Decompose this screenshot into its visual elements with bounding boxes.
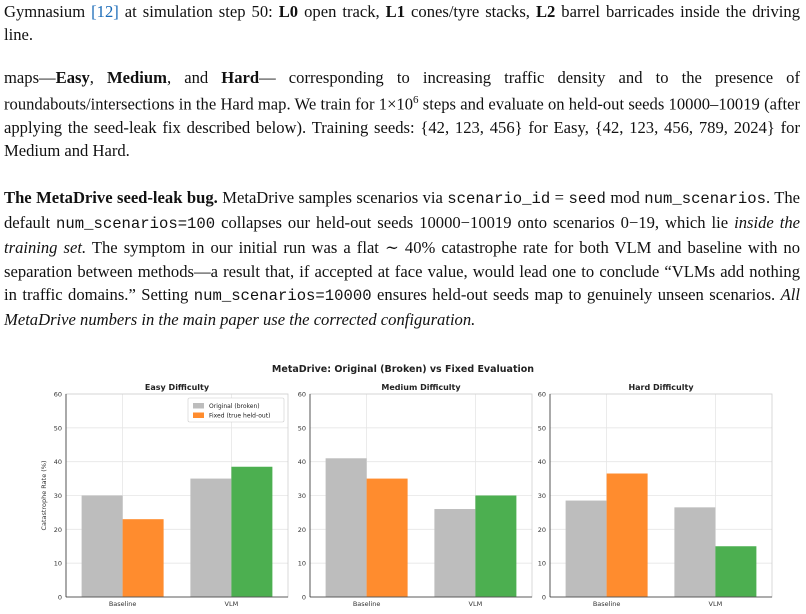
body-text: , which lie: [654, 213, 735, 233]
bar-fixed: [367, 479, 408, 597]
caption-text: barrel barricades inside the driving line.: [4, 2, 800, 45]
code-scenario-id: scenario_id: [447, 190, 551, 208]
y-tick-label: 10: [297, 559, 306, 568]
x-tick-label: Baseline: [108, 600, 137, 608]
y-tick-label: 50: [297, 424, 306, 433]
x-tick-label: Baseline: [592, 600, 621, 608]
bar-fixed: [607, 474, 648, 597]
x-tick-label: VLM: [224, 600, 239, 608]
map-easy-label: Easy: [55, 68, 90, 87]
map-hard-label: Hard: [221, 68, 260, 87]
y-tick-label: 30: [537, 492, 546, 500]
y-tick-label: 30: [53, 492, 62, 500]
level-label-l0: L0: [278, 2, 299, 21]
legend-entry: Fixed (true held-out): [209, 412, 271, 420]
level-label-l2: L2: [535, 2, 556, 21]
bar-fixed: [475, 496, 516, 598]
chart-panel: [538, 383, 772, 608]
chart-title: MetaDrive: Original (Broken) vs Fixed Evaluation: [271, 364, 535, 375]
body-text: steps and evaluate on held-out seeds: [418, 94, 669, 114]
body-text: onto scenarios: [511, 213, 621, 233]
bar-original: [566, 501, 607, 597]
code-num-scenarios: num_scenarios: [644, 190, 766, 208]
y-tick-label: 20: [297, 525, 306, 534]
x-tick-label: VLM: [708, 600, 723, 608]
bar-fixed: [231, 467, 272, 597]
x-tick-label: VLM: [468, 600, 483, 608]
emphasis-corrected-config: All MetaDrive numbers in the main paper use the corrected configuration.: [4, 284, 800, 330]
math-equals: =: [550, 188, 569, 207]
y-tick-label: 60: [537, 390, 546, 399]
y-tick-label: 0: [541, 593, 546, 602]
body-text: . The default: [4, 188, 801, 233]
body-text: for Easy,: [522, 117, 595, 137]
panel-title: Easy Difficulty: [144, 383, 210, 392]
body-text: ,: [89, 68, 108, 87]
legend-swatch: [193, 403, 204, 409]
code-num-scenarios-10000: num_scenarios=10000: [193, 286, 372, 305]
paragraph-heading: The MetaDrive seed-leak bug.: [4, 188, 218, 207]
y-tick-label: 60: [53, 390, 62, 399]
citation-link[interactable]: [12]: [91, 2, 119, 21]
code-num-scenarios-100: num_scenarios=100: [56, 215, 216, 234]
bar-original: [190, 479, 231, 597]
body-text: MetaDrive samples scenarios via: [217, 188, 448, 207]
y-tick-label: 50: [537, 424, 546, 433]
body-text: catastrophe rate for both VLM and baseline with no separation between methods—a result that, if accepted at face value, would lead one to conclude “VLMs add nothing in traffic domains.” Setting: [4, 238, 801, 304]
math-seeds-medium-hard: {42, 123, 456, 789, 2024}: [594, 117, 775, 137]
bar-fixed: [715, 546, 756, 597]
paragraph-maps: [4, 66, 800, 162]
body-text: , and: [166, 68, 222, 87]
y-tick-label: 10: [537, 559, 546, 568]
bar-original: [434, 509, 475, 597]
y-tick-label: 40: [297, 458, 306, 467]
y-tick-label: 20: [53, 525, 62, 534]
body-text: (after applying the seed-leak fix described below). Training seeds:: [4, 94, 800, 137]
math-seed-range: 10000–10019: [668, 94, 760, 114]
metadrive-figure: [0, 358, 806, 614]
math-exponent: 6: [413, 94, 419, 107]
body-text: for Medium and Hard.: [4, 117, 801, 161]
bar-original: [326, 458, 367, 597]
chart-panel: [40, 383, 288, 608]
y-tick-label: 20: [537, 525, 546, 534]
y-tick-label: 10: [53, 559, 62, 568]
x-tick-label: Baseline: [352, 600, 381, 608]
y-tick-label: 40: [53, 458, 62, 467]
bar-original: [674, 507, 715, 597]
legend-entry: Original (broken): [209, 403, 260, 410]
body-text: ensures held-out seeds map to genuinely unseen scenarios.: [371, 284, 781, 304]
paragraph-seed-leak: [4, 186, 800, 331]
code-seed: seed: [568, 190, 606, 208]
y-tick-label: 60: [297, 390, 306, 399]
bar-fixed: [123, 519, 164, 597]
math-heldout-range: 10000−10019: [419, 213, 512, 233]
body-text: — corresponding to increasing traffic density and to the presence of roundabouts/intersections in the Hard map. We train for: [4, 68, 801, 114]
y-tick-label: 30: [297, 492, 306, 500]
body-text: collapses our held-out seeds: [215, 213, 420, 233]
level-label-l1: L1: [385, 2, 406, 21]
panel-title: Medium Difficulty: [381, 383, 461, 392]
y-tick-label: 0: [57, 593, 62, 602]
caption-text: at simulation step 50:: [118, 2, 279, 21]
body-text: maps—: [4, 68, 56, 87]
caption-text: cones/tyre stacks,: [405, 2, 536, 21]
body-text: The symptom in our initial run was a flat: [86, 238, 385, 258]
emphasis-training-set: inside the training set.: [4, 213, 801, 258]
math-approx-40: ∼ 40%: [384, 238, 436, 258]
math-steps: 1×10: [378, 94, 414, 114]
paragraph-figure-caption-tail: [4, 0, 800, 46]
caption-text: open track,: [298, 2, 386, 21]
panel-title: Hard Difficulty: [628, 383, 694, 392]
math-seeds-easy: {42, 123, 456}: [420, 117, 523, 137]
chart-panels: [40, 383, 772, 608]
bar-original: [82, 496, 123, 598]
map-medium-label: Medium: [107, 68, 167, 87]
chart-panel: [298, 383, 532, 608]
math-scenario-range: 0−19: [620, 213, 655, 233]
y-tick-label: 50: [53, 424, 62, 433]
math-mod: mod: [605, 188, 645, 207]
y-tick-label: 40: [537, 458, 546, 467]
caption-text: Gymnasium: [4, 2, 86, 21]
y-axis-label: Catastrophe Rate (%): [40, 460, 48, 531]
legend-swatch: [193, 413, 204, 419]
y-tick-label: 0: [301, 593, 306, 602]
